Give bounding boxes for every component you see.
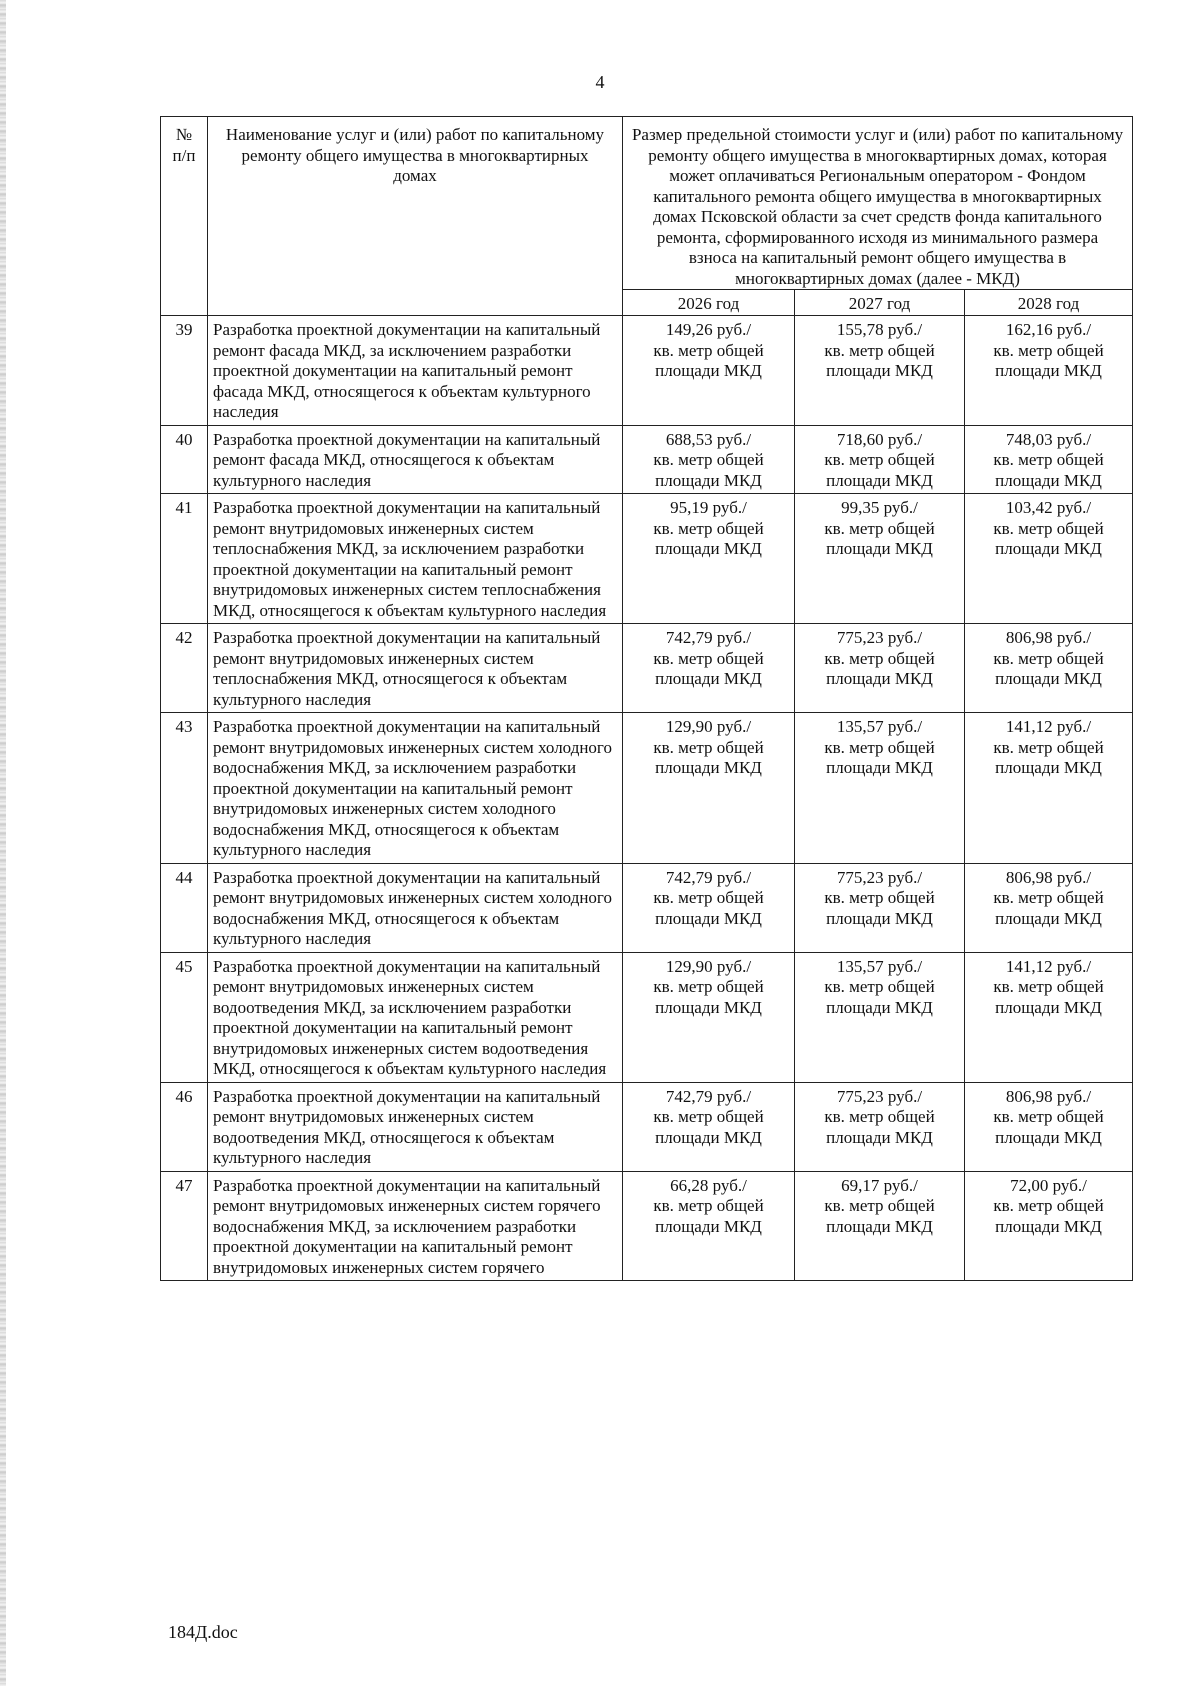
row-price-2026: 742,79 руб./ кв. метр общей площади МКД xyxy=(623,1082,795,1171)
row-price-2028: 141,12 руб./ кв. метр общей площади МКД xyxy=(965,713,1133,864)
row-number: 42 xyxy=(161,624,208,713)
row-price-2026: 129,90 руб./ кв. метр общей площади МКД xyxy=(623,713,795,864)
row-price-2028: 806,98 руб./ кв. метр общей площади МКД xyxy=(965,1082,1133,1171)
row-number: 41 xyxy=(161,494,208,624)
row-price-2028: 141,12 руб./ кв. метр общей площади МКД xyxy=(965,952,1133,1082)
row-price-2028: 162,16 руб./ кв. метр общей площади МКД xyxy=(965,316,1133,426)
row-price-2027: 155,78 руб./ кв. метр общей площади МКД xyxy=(795,316,965,426)
row-work-name: Разработка проектной документации на капитальный ремонт внутридомовых инженерных систем водоотведения МКД, относящегося к объектам культурного наследия xyxy=(208,1082,623,1171)
table-row xyxy=(161,1082,1133,1171)
row-price-2026: 742,79 руб./ кв. метр общей площади МКД xyxy=(623,624,795,713)
row-work-name: Разработка проектной документации на капитальный ремонт фасада МКД, относящегося к объектам культурного наследия xyxy=(208,425,623,494)
row-price-2027: 775,23 руб./ кв. метр общей площади МКД xyxy=(795,863,965,952)
row-price-2027: 99,35 руб./ кв. метр общей площади МКД xyxy=(795,494,965,624)
scan-edge xyxy=(0,0,6,1686)
row-price-2028: 806,98 руб./ кв. метр общей площади МКД xyxy=(965,624,1133,713)
row-work-name: Разработка проектной документации на капитальный ремонт внутридомовых инженерных систем теплоснабжения МКД, относящегося к объектам культурного наследия xyxy=(208,624,623,713)
row-price-2027: 775,23 руб./ кв. метр общей площади МКД xyxy=(795,1082,965,1171)
row-price-2027: 775,23 руб./ кв. метр общей площади МКД xyxy=(795,624,965,713)
row-price-2026: 742,79 руб./ кв. метр общей площади МКД xyxy=(623,863,795,952)
row-price-2028: 806,98 руб./ кв. метр общей площади МКД xyxy=(965,863,1133,952)
footer-filename: 184Д.doc xyxy=(168,1622,238,1642)
table-row xyxy=(161,494,1133,624)
row-price-2027: 135,57 руб./ кв. метр общей площади МКД xyxy=(795,952,965,1082)
row-price-2026: 66,28 руб./ кв. метр общей площади МКД xyxy=(623,1171,795,1281)
table-row xyxy=(161,952,1133,1082)
row-price-2028: 103,42 руб./ кв. метр общей площади МКД xyxy=(965,494,1133,624)
row-number: 47 xyxy=(161,1171,208,1281)
table-row xyxy=(161,624,1133,713)
header-number-text: № п/п xyxy=(172,125,196,165)
table-row xyxy=(161,425,1133,494)
row-number: 45 xyxy=(161,952,208,1082)
row-work-name: Разработка проектной документации на капитальный ремонт внутридомовых инженерных систем холодного водоснабжения МКД, за исключением разработки проектной документации на капитальный ремонт внутридомовых инженерных систем холодного водоснабжения МКД, относящегося к объектам культурного наследия xyxy=(208,713,623,864)
header-price-text: Размер предельной стоимости услуг и (или) работ по капитальному ремонту общего имущества в многоквартирных домах, которая может оплачиваться Региональным оператором - Фондом капитального ремонта общего имущества в многоквартирных домах Псковской области за счет средств фонда капитального ремонта, сформированного исходя из минимального размера взноса на капитальный ремонт общего имущества в многоквартирных домах (далее - МКД) xyxy=(631,125,1124,288)
table-body xyxy=(161,316,1133,1281)
row-price-2027: 69,17 руб./ кв. метр общей площади МКД xyxy=(795,1171,965,1281)
row-number: 39 xyxy=(161,316,208,426)
row-price-2028: 72,00 руб./ кв. метр общей площади МКД xyxy=(965,1171,1133,1281)
row-work-name: Разработка проектной документации на капитальный ремонт внутридомовых инженерных систем холодного водоснабжения МКД, относящегося к объектам культурного наследия xyxy=(208,863,623,952)
row-work-name: Разработка проектной документации на капитальный ремонт внутридомовых инженерных систем водоотведения МКД, за исключением разработки проектной документации на капитальный ремонт внутридомовых инженерных систем водоотведения МКД, относящегося к объектам культурного наследия xyxy=(208,952,623,1082)
header-year-2028: 2028 год xyxy=(965,290,1133,316)
header-name-text: Наименование услуг и (или) работ по капитальному ремонту общего имущества в многоквартирных домах xyxy=(225,125,605,185)
row-number: 46 xyxy=(161,1082,208,1171)
table-row xyxy=(161,713,1133,864)
row-number: 40 xyxy=(161,425,208,494)
header-price xyxy=(623,117,1133,290)
row-work-name: Разработка проектной документации на капитальный ремонт внутридомовых инженерных систем теплоснабжения МКД, за исключением разработки проектной документации на капитальный ремонт внутридомовых инженерных систем теплоснабжения МКД, относящегося к объектам культурного наследия xyxy=(208,494,623,624)
row-price-2027: 718,60 руб./ кв. метр общей площади МКД xyxy=(795,425,965,494)
row-number: 44 xyxy=(161,863,208,952)
table-row xyxy=(161,1171,1133,1281)
table-row xyxy=(161,316,1133,426)
table-header-row xyxy=(161,117,1133,290)
row-work-name: Разработка проектной документации на капитальный ремонт фасада МКД, за исключением разработки проектной документации на капитальный ремонт фасада МКД, относящегося к объектам культурного наследия xyxy=(208,316,623,426)
table-row xyxy=(161,863,1133,952)
row-price-2027: 135,57 руб./ кв. метр общей площади МКД xyxy=(795,713,965,864)
header-name xyxy=(208,117,623,316)
cost-table xyxy=(160,116,1133,1281)
row-price-2026: 149,26 руб./ кв. метр общей площади МКД xyxy=(623,316,795,426)
row-price-2026: 129,90 руб./ кв. метр общей площади МКД xyxy=(623,952,795,1082)
row-price-2026: 95,19 руб./ кв. метр общей площади МКД xyxy=(623,494,795,624)
row-price-2026: 688,53 руб./ кв. метр общей площади МКД xyxy=(623,425,795,494)
header-year-2027: 2027 год xyxy=(795,290,965,316)
row-work-name: Разработка проектной документации на капитальный ремонт внутридомовых инженерных систем горячего водоснабжения МКД, за исключением разработки проектной документации на капитальный ремонт внутридомовых инженерных систем горячего xyxy=(208,1171,623,1281)
header-number xyxy=(161,117,208,316)
row-price-2028: 748,03 руб./ кв. метр общей площади МКД xyxy=(965,425,1133,494)
row-number: 43 xyxy=(161,713,208,864)
page-number: 4 xyxy=(595,72,605,92)
header-year-2026: 2026 год xyxy=(623,290,795,316)
